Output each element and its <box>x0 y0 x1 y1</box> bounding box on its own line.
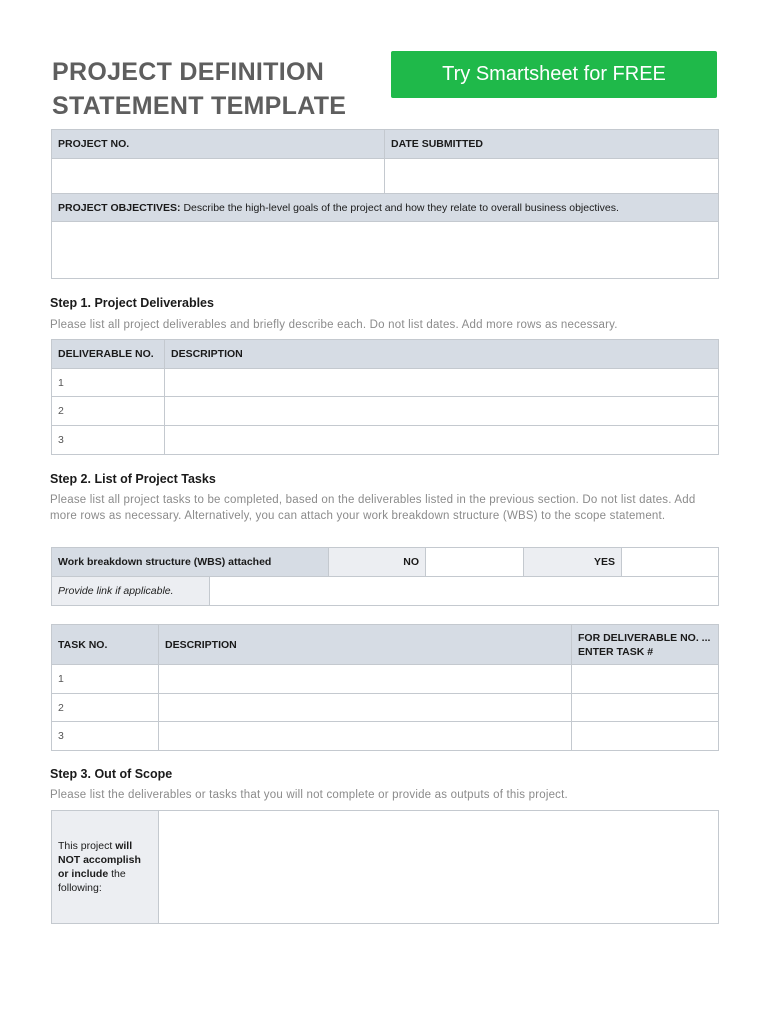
for-deliverable-header-line-2: ENTER TASK # <box>578 645 654 658</box>
task-no: 3 <box>52 722 159 751</box>
step3-instructions: Please list the deliverables or tasks that you will not complete or provide as outputs of this project. <box>50 789 568 801</box>
page-title-line-2: STATEMENT TEMPLATE <box>52 92 347 120</box>
wbs-link-field[interactable] <box>210 577 719 606</box>
deliverable-no: 2 <box>52 397 165 426</box>
wbs-link-label: Provide link if applicable. <box>52 577 210 606</box>
project-no-field[interactable] <box>52 159 385 194</box>
for-deliverable-header-line-1: FOR DELIVERABLE NO. ... <box>578 631 711 644</box>
deliverable-no-header: DELIVERABLE NO. <box>52 340 165 369</box>
step1-heading: Step 1. Project Deliverables <box>50 296 214 310</box>
deliverable-description-field[interactable] <box>165 369 719 397</box>
step1-instructions: Please list all project deliverables and briefly describe each. Do not list dates. Add more rows as necessary. <box>50 319 618 331</box>
deliverables-table <box>51 339 719 455</box>
step2-instructions: Please list all project tasks to be completed, based on the deliverables listed in the previous section. Do not list dates. Add more rows as necessary. Alternatively, you can attach your work breakdown structure (WBS) to the scope statement. <box>50 494 696 522</box>
task-description-header: DESCRIPTION <box>159 625 572 665</box>
deliverable-row <box>52 397 719 426</box>
page-title <box>52 55 346 123</box>
task-row <box>52 722 719 751</box>
project-info-table <box>51 129 719 279</box>
wbs-attached-label: Work breakdown structure (WBS) attached <box>52 548 329 577</box>
task-description-field[interactable] <box>159 722 572 751</box>
project-objectives-description: Describe the high-level goals of the project and how they relate to overall business objectives. <box>180 201 619 214</box>
out-of-scope-label-part-1: This project <box>58 840 116 852</box>
project-objectives-label: PROJECT OBJECTIVES: <box>58 201 181 214</box>
project-objectives-header <box>52 194 719 222</box>
deliverable-row <box>52 369 719 397</box>
page-title-line-1: PROJECT DEFINITION <box>52 58 325 86</box>
for-deliverable-header <box>572 625 719 665</box>
tasks-table <box>51 624 719 751</box>
date-submitted-field[interactable] <box>385 159 719 194</box>
task-row <box>52 665 719 694</box>
wbs-yes-label: YES <box>524 548 622 577</box>
wbs-no-label: NO <box>329 548 426 577</box>
wbs-no-field[interactable] <box>426 548 524 577</box>
task-no-header: TASK NO. <box>52 625 159 665</box>
out-of-scope-table <box>51 810 719 924</box>
date-submitted-header: DATE SUBMITTED <box>385 130 719 159</box>
task-for-deliverable-field[interactable] <box>572 722 719 751</box>
task-row <box>52 694 719 722</box>
deliverable-no: 3 <box>52 426 165 455</box>
task-description-field[interactable] <box>159 694 572 722</box>
try-smartsheet-button[interactable]: Try Smartsheet for FREE <box>391 51 717 98</box>
task-description-field[interactable] <box>159 665 572 694</box>
out-of-scope-label-part-2: the following: <box>58 868 126 894</box>
task-no: 2 <box>52 694 159 722</box>
out-of-scope-label-bold: will NOT accomplish or include <box>58 840 141 880</box>
task-no: 1 <box>52 665 159 694</box>
project-objectives-field[interactable] <box>52 222 719 279</box>
step3-heading: Step 3. Out of Scope <box>50 767 173 781</box>
deliverable-no: 1 <box>52 369 165 397</box>
out-of-scope-field[interactable] <box>159 811 719 924</box>
deliverable-description-header: DESCRIPTION <box>165 340 719 369</box>
deliverable-description-field[interactable] <box>165 426 719 455</box>
task-for-deliverable-field[interactable] <box>572 665 719 694</box>
project-no-header: PROJECT NO. <box>52 130 385 159</box>
deliverable-row <box>52 426 719 455</box>
wbs-yes-field[interactable] <box>622 548 719 577</box>
step2-heading: Step 2. List of Project Tasks <box>50 472 216 486</box>
task-for-deliverable-field[interactable] <box>572 694 719 722</box>
deliverable-description-field[interactable] <box>165 397 719 426</box>
out-of-scope-label <box>52 811 159 924</box>
wbs-table <box>51 547 719 606</box>
